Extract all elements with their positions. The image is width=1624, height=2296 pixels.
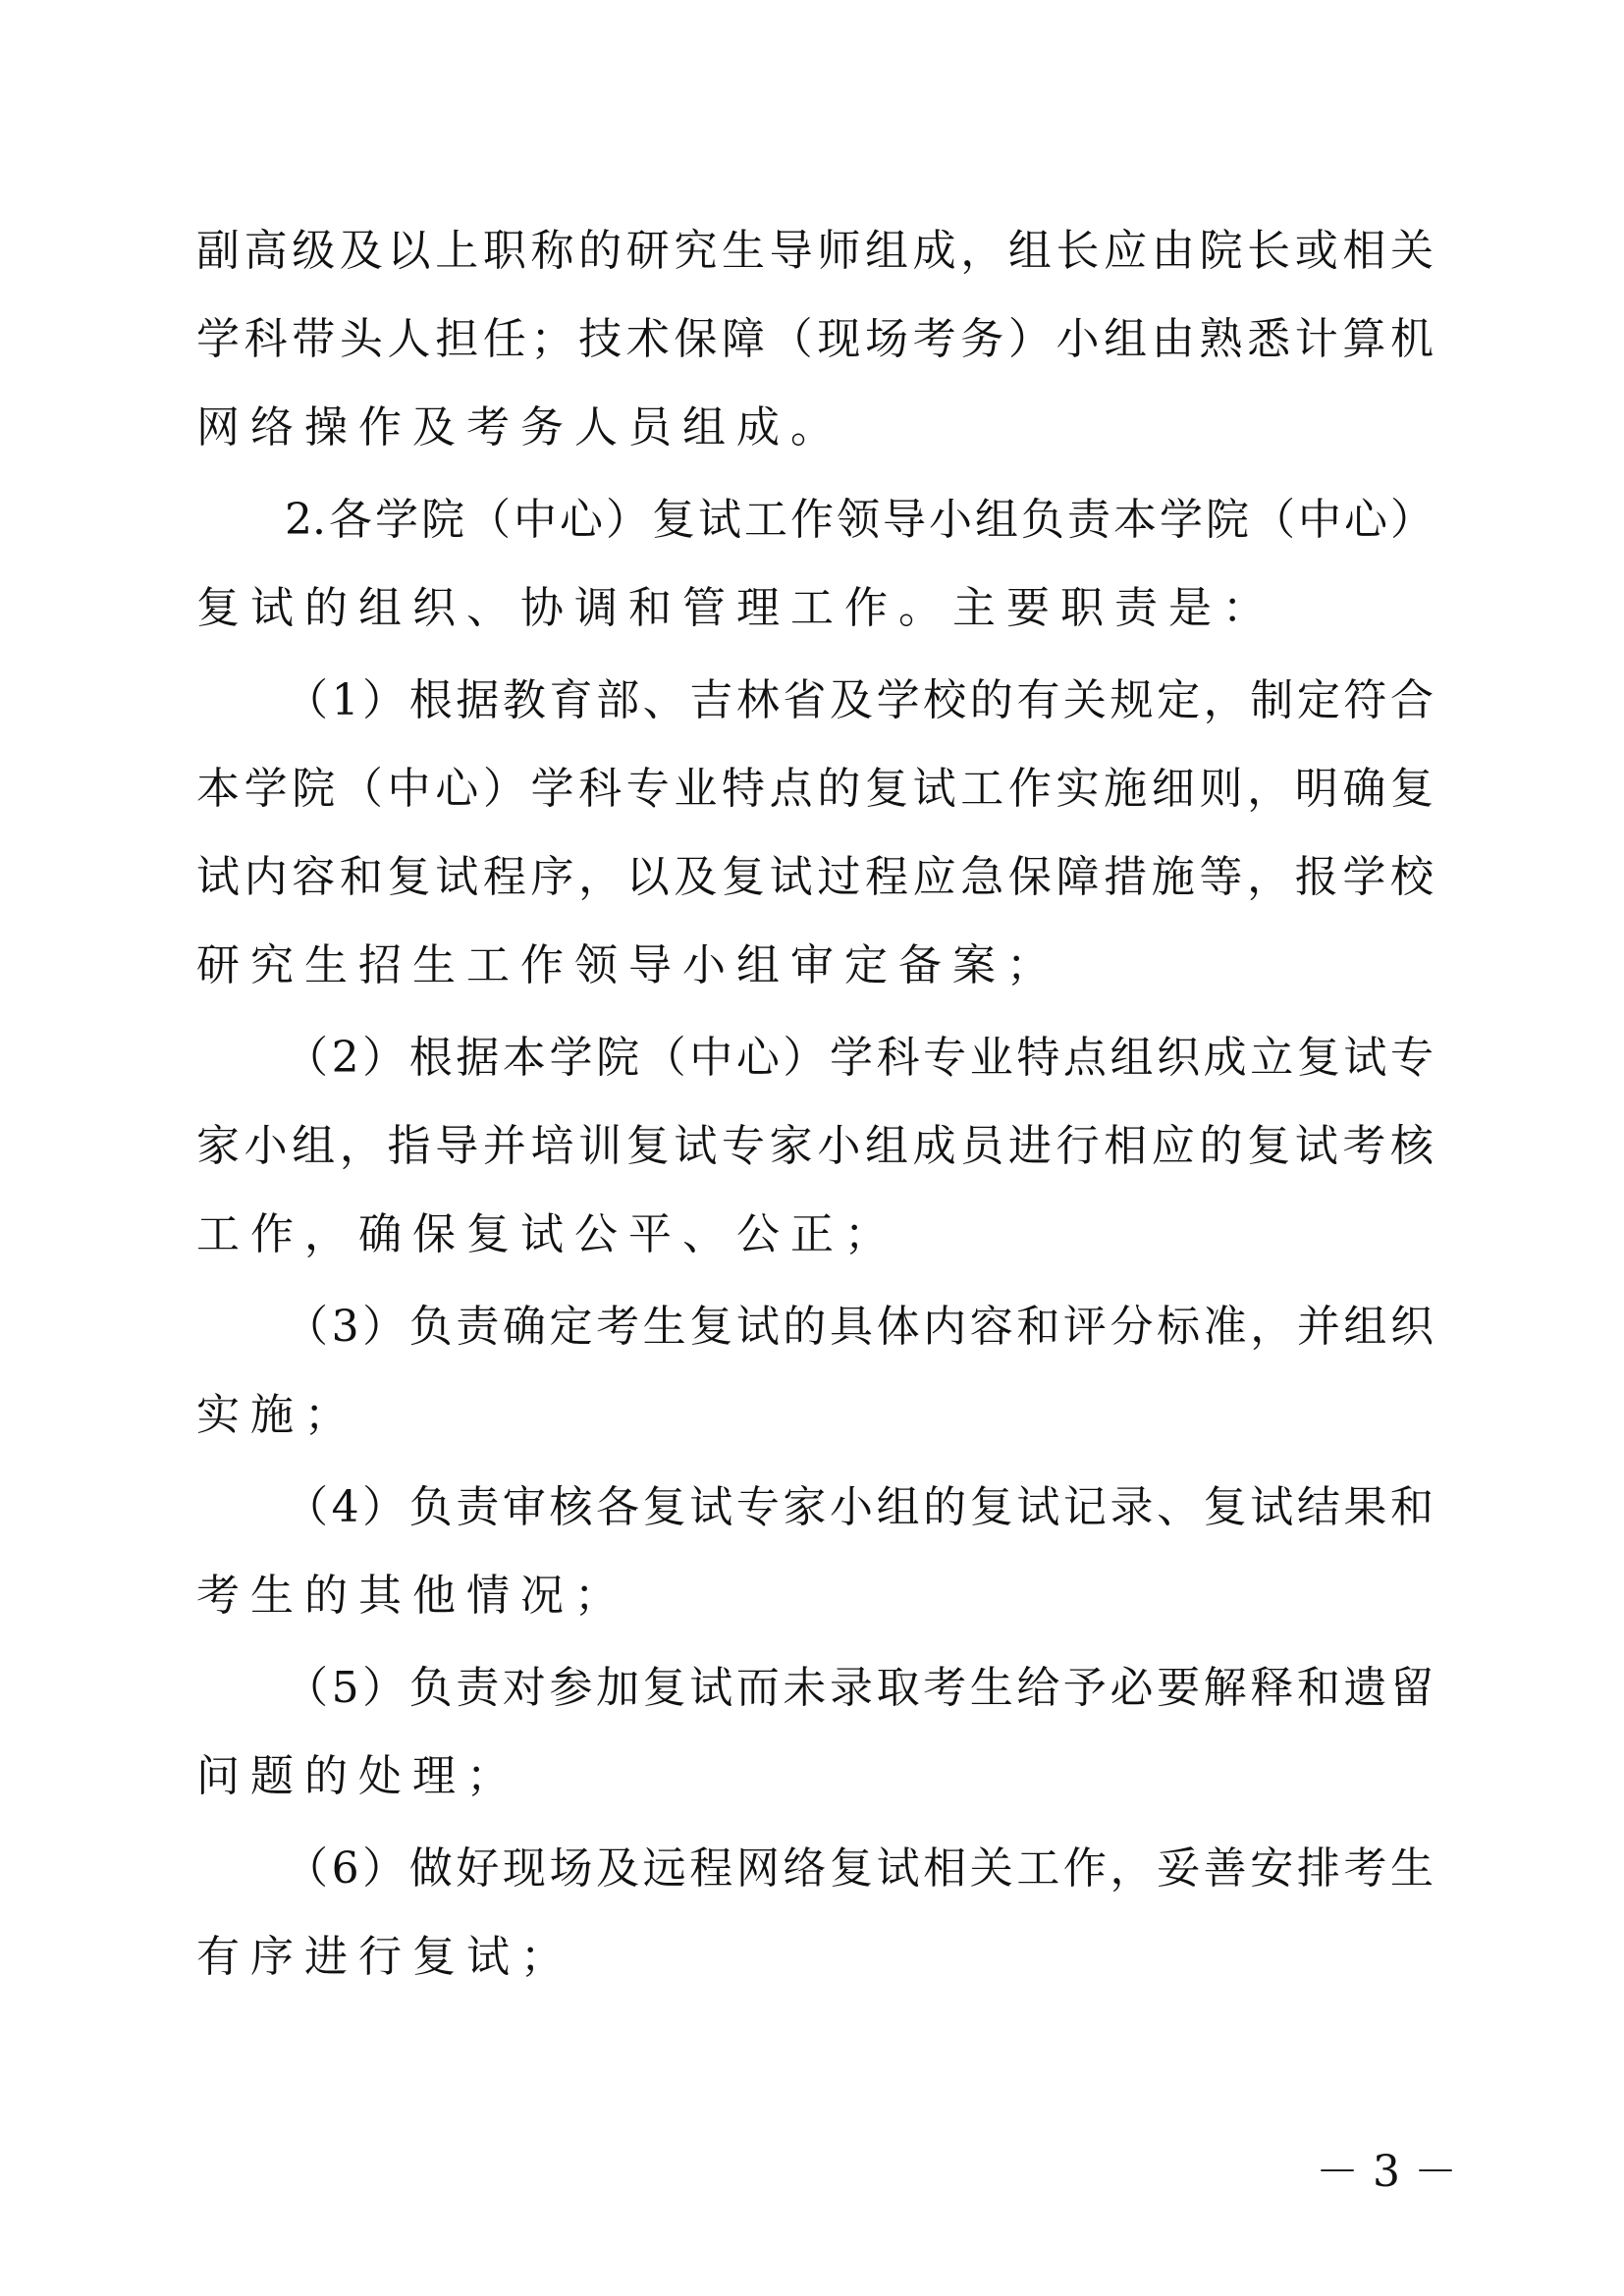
text-line: 复试的组织、协调和管理工作。主要职责是： [196, 583, 1276, 633]
list-item-first-line: （3）负责确定考生复试的具体内容和评分标准，并组织 [285, 1302, 1434, 1352]
text-line: 家小组，指导并培训复试专家小组成员进行相应的复试考核 [196, 1121, 1434, 1171]
text-line: 网络操作及考务人员组成。 [196, 402, 844, 453]
text-line: 考生的其他情况； [196, 1571, 628, 1621]
text-line: 问题的处理； [196, 1751, 520, 1801]
list-item-first-line: （4）负责审核各复试专家小组的复试记录、复试结果和 [285, 1482, 1434, 1532]
paragraph-first-line: 2.各学院（中心）复试工作领导小组负责本学院（中心） [285, 495, 1434, 545]
list-item-first-line: （6）做好现场及远程网络复试相关工作，妥善安排考生 [285, 1843, 1434, 1894]
text-line: 本学院（中心）学科专业特点的复试工作实施细则，明确复 [196, 764, 1434, 814]
list-item-first-line: （5）负责对参加复试而未录取考生给予必要解释和遗留 [285, 1663, 1434, 1713]
page-number: － 3 － [1316, 2147, 1457, 2197]
list-item-first-line: （1）根据教育部、吉林省及学校的有关规定，制定符合 [285, 675, 1434, 725]
text-line: 实施； [196, 1390, 358, 1440]
text-line: 研究生招生工作领导小组审定备案； [196, 940, 1060, 990]
list-item-first-line: （2）根据本学院（中心）学科专业特点组织成立复试专 [285, 1033, 1434, 1083]
text-line: 学科带头人担任；技术保障（现场考务）小组由熟悉计算机 [196, 314, 1434, 364]
text-line: 副高级及以上职称的研究生导师组成，组长应由院长或相关 [196, 226, 1434, 276]
text-line: 有序进行复试； [196, 1932, 574, 1982]
text-line: 工作，确保复试公平、公正； [196, 1209, 898, 1259]
text-line: 试内容和复试程序，以及复试过程应急保障措施等，报学校 [196, 852, 1434, 902]
